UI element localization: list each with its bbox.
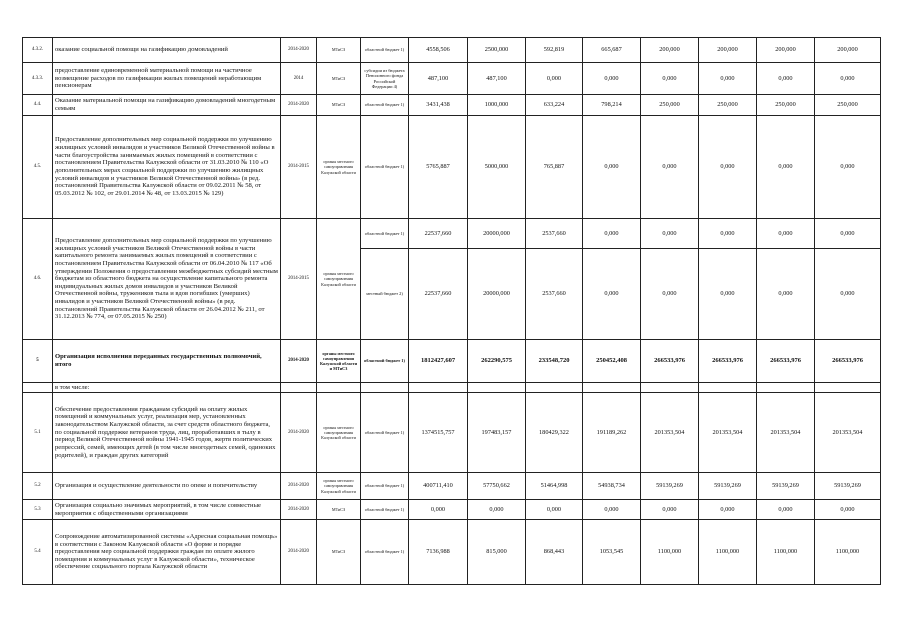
row-description: Обеспечение предоставления гражданам субсидий на оплату жилых помещений и коммунальных услуг, реализация мер, установленных законодательством Калужской области, за счет средств областного бюджета, по социальной поддержке ветеранов труда, лиц, проработавших в тылу в период Великой Отечественной войны 1941-1945 годов, жертв политических репрессий, семей, имеющих детей (в том числе многодетных семей, одиноких родителей), и граждан других категорий — [53, 393, 281, 473]
value-2015: 868,443 — [526, 520, 583, 585]
row-source: областной бюджет 1) — [361, 340, 409, 383]
value-2016: 0,000 — [583, 500, 641, 520]
value-2016: 0,000 — [583, 63, 641, 95]
row-source: местный бюджет 2) — [361, 249, 409, 340]
value-2017: 250,000 — [641, 95, 699, 116]
value-2018: 200,000 — [699, 38, 757, 63]
row-executor: МТиСЗ — [317, 95, 361, 116]
row-source: областной бюджет 1) — [361, 38, 409, 63]
value-2017: 0,000 — [641, 219, 699, 249]
value-2015: 2537,660 — [526, 249, 583, 340]
row-executor: МТиСЗ — [317, 63, 361, 95]
value-2020: 250,000 — [815, 95, 881, 116]
value-2018: 0,000 — [699, 219, 757, 249]
value-2016: 665,687 — [583, 38, 641, 63]
value-2016: 798,214 — [583, 95, 641, 116]
value-2020: 0,000 — [815, 219, 881, 249]
value-2019: 200,000 — [757, 38, 815, 63]
value-2014: 0,000 — [468, 500, 526, 520]
row-executor: МТиСЗ — [317, 500, 361, 520]
row-executor: органы местного самоуправления Калужской области и МТиСЗ — [317, 340, 361, 383]
value-2018: 0,000 — [699, 249, 757, 340]
value-2014: 20000,000 — [468, 249, 526, 340]
value-2020: 200,000 — [815, 38, 881, 63]
value-2014: 57750,662 — [468, 473, 526, 500]
row-source: областной бюджет 1) — [361, 520, 409, 585]
row-period: 2014-2020 — [281, 520, 317, 585]
row-source: областной бюджет 1) — [361, 95, 409, 116]
value-2018: 201353,504 — [699, 393, 757, 473]
value-2017: 59139,269 — [641, 473, 699, 500]
value-2019: 250,000 — [757, 95, 815, 116]
value-2018: 0,000 — [699, 63, 757, 95]
value-2018: 0,000 — [699, 116, 757, 219]
value-2017: 200,000 — [641, 38, 699, 63]
value-2017: 0,000 — [641, 249, 699, 340]
row-code: 4.3.2. — [23, 38, 53, 63]
row-code: 4.3.3. — [23, 63, 53, 95]
row-description: Организация и осуществление деятельности по опеке и попечительству — [53, 473, 281, 500]
table-row — [23, 63, 881, 95]
row-source: областной бюджет 1) — [361, 393, 409, 473]
value-total: 1374515,757 — [409, 393, 468, 473]
row-code: 5.3 — [23, 500, 53, 520]
row-executor: органы местного самоуправления Калужской области — [317, 393, 361, 473]
value-2017: 266533,976 — [641, 340, 699, 383]
value-2015: 51464,998 — [526, 473, 583, 500]
value-total: 1812427,607 — [409, 340, 468, 383]
value-2015: 592,819 — [526, 38, 583, 63]
value-2019: 201353,504 — [757, 393, 815, 473]
row-code: 5.4 — [23, 520, 53, 585]
row-source: областной бюджет 1) — [361, 473, 409, 500]
value-2018: 59139,269 — [699, 473, 757, 500]
value-2015: 0,000 — [526, 63, 583, 95]
value-2020: 266533,976 — [815, 340, 881, 383]
table-row — [23, 393, 881, 473]
row-description: предоставление единовременной материальной помощи на частичное возмещение расходов по газификации жилых помещений неработающим пенсионерам — [53, 63, 281, 95]
value-total: 22537,660 — [409, 219, 468, 249]
table-row — [23, 520, 881, 585]
row-source: субсидии из бюджета Пенсионного фонда Российской Федерации 4) — [361, 63, 409, 95]
row-period: 2014-2020 — [281, 473, 317, 500]
value-2015: 2537,660 — [526, 219, 583, 249]
row-description: Сопровождение автоматизированной системы «Адресная социальная помощь» в соответствии с Законом Калужской области «О форме и порядке предоставления мер социальной поддержки граждан по оплате жилого помещения и коммунальных услуг в Калужской области», техническое обеспечение социального портала Калужской области — [53, 520, 281, 585]
row-code: 4.6. — [23, 219, 53, 340]
row-description: Организация исполнения переданных государственных полномочий, итого — [53, 340, 281, 383]
value-2019: 59139,269 — [757, 473, 815, 500]
value-2019: 266533,976 — [757, 340, 815, 383]
value-2018: 250,000 — [699, 95, 757, 116]
value-2019: 0,000 — [757, 219, 815, 249]
value-2017: 201353,504 — [641, 393, 699, 473]
value-2014: 815,000 — [468, 520, 526, 585]
value-total: 4558,506 — [409, 38, 468, 63]
value-total: 0,000 — [409, 500, 468, 520]
value-2019: 0,000 — [757, 116, 815, 219]
value-total: 7136,988 — [409, 520, 468, 585]
row-period: 2014-2020 — [281, 38, 317, 63]
value-2019: 0,000 — [757, 500, 815, 520]
value-2014: 2500,000 — [468, 38, 526, 63]
value-2016: 250452,408 — [583, 340, 641, 383]
value-2016: 0,000 — [583, 116, 641, 219]
value-2016: 1053,545 — [583, 520, 641, 585]
table-row — [23, 500, 881, 520]
row-executor: органы местного самоуправления Калужской области — [317, 473, 361, 500]
value-2016: 191189,262 — [583, 393, 641, 473]
table-row — [23, 116, 881, 219]
row-executor: МТиСЗ — [317, 38, 361, 63]
value-2020: 0,000 — [815, 500, 881, 520]
row-period: 2014-2020 — [281, 393, 317, 473]
value-2017: 0,000 — [641, 116, 699, 219]
value-total: 22537,660 — [409, 249, 468, 340]
value-2015: 765,887 — [526, 116, 583, 219]
value-total: 5765,887 — [409, 116, 468, 219]
value-2020: 201353,504 — [815, 393, 881, 473]
value-2017: 0,000 — [641, 63, 699, 95]
value-2017: 1100,000 — [641, 520, 699, 585]
row-description: в том числе: — [53, 383, 281, 393]
row-source: областной бюджет 1) — [361, 219, 409, 249]
row-code: 4.5. — [23, 116, 53, 219]
row-period: 2014-2015 — [281, 219, 317, 340]
table-row — [23, 38, 881, 63]
value-2014: 262290,575 — [468, 340, 526, 383]
value-2020: 59139,269 — [815, 473, 881, 500]
row-description: Оказание материальной помощи на газификацию домовладений многодетным семьям — [53, 95, 281, 116]
row-period: 2014-2020 — [281, 500, 317, 520]
table-row — [23, 383, 881, 393]
value-total: 487,100 — [409, 63, 468, 95]
value-2019: 0,000 — [757, 63, 815, 95]
value-2014: 20000,000 — [468, 219, 526, 249]
row-code: 5 — [23, 340, 53, 383]
row-description: Предоставление дополнительных мер социальной поддержки по улучшению жилищных условий инвалидов и участников Великой Отечественной войны в части благоустройства занимаемых жилых помещений в соответствии с постановлением Правительства Калужской области от 31.03.2010 № 110 «О дополнительных мерах социальной поддержки по улучшению жилищных условий инвалидов и участников Великой Отечественной войны» (в ред. постановлений Правительства Калужской области от 09.02.2011 № 58, от 05.03.2012 № 102, от 29.01.2014 № 48, от 13.03.2015 № 129) — [53, 116, 281, 219]
value-2015: 233548,720 — [526, 340, 583, 383]
value-total: 3431,438 — [409, 95, 468, 116]
value-2018: 0,000 — [699, 500, 757, 520]
table-row — [23, 219, 881, 249]
value-2019: 1100,000 — [757, 520, 815, 585]
value-2016: 0,000 — [583, 219, 641, 249]
row-period: 2014-2015 — [281, 116, 317, 219]
row-code: 5.2 — [23, 473, 53, 500]
value-2020: 0,000 — [815, 249, 881, 340]
value-2015: 633,224 — [526, 95, 583, 116]
value-2016: 54938,734 — [583, 473, 641, 500]
value-2020: 1100,000 — [815, 520, 881, 585]
value-2014: 197483,157 — [468, 393, 526, 473]
table-row — [23, 473, 881, 500]
value-2015: 180429,322 — [526, 393, 583, 473]
value-2016: 0,000 — [583, 249, 641, 340]
row-description: Организация социально значимых мероприятий, в том числе совместные мероприятия с общественными организациями — [53, 500, 281, 520]
value-2020: 0,000 — [815, 63, 881, 95]
value-2014: 1000,000 — [468, 95, 526, 116]
table-row — [23, 340, 881, 383]
value-2018: 266533,976 — [699, 340, 757, 383]
value-total: 400711,410 — [409, 473, 468, 500]
row-description: Предоставление дополнительных мер социальной поддержки по улучшению жилищных условий участников Великой Отечественной войны в части капитального ремонта занимаемых жилых помещений в соответствии с постановлением Правительства Калужской области от 06.04.2010 № 117 «Об утверждении Положения о предоставлении межбюджетных субсидий местным бюджетам из областного бюджета на осуществление капитального ремонта индивидуальных жилых домов инвалидов и участников Великой Отечественной войны, тружеников тыла и вдов погибших (умерших) инвалидов и участников Великой Отечественной войны» (в ред. постановлений Правительства Калужской области от 26.04.2012 № 211, от 31.12.2013 № 774, от 07.05.2015 № 250) — [53, 219, 281, 340]
row-executor: органы местного самоуправления Калужской области — [317, 116, 361, 219]
value-2019: 0,000 — [757, 249, 815, 340]
row-period: 2014 — [281, 63, 317, 95]
row-description: оказание социальной помощи на газификацию домовладений — [53, 38, 281, 63]
value-2014: 487,100 — [468, 63, 526, 95]
value-2020: 0,000 — [815, 116, 881, 219]
row-code: 5.1 — [23, 393, 53, 473]
row-executor: МТиСЗ — [317, 520, 361, 585]
budget-table — [22, 37, 881, 585]
row-source: областной бюджет 1) — [361, 500, 409, 520]
row-period: 2014-2020 — [281, 95, 317, 116]
row-code: 4.4. — [23, 95, 53, 116]
row-period: 2014-2020 — [281, 340, 317, 383]
value-2017: 0,000 — [641, 500, 699, 520]
row-executor: органы местного самоуправления Калужской области — [317, 219, 361, 340]
value-2015: 0,000 — [526, 500, 583, 520]
value-2014: 5000,000 — [468, 116, 526, 219]
row-source: областной бюджет 1) — [361, 116, 409, 219]
table-row — [23, 95, 881, 116]
value-2018: 1100,000 — [699, 520, 757, 585]
